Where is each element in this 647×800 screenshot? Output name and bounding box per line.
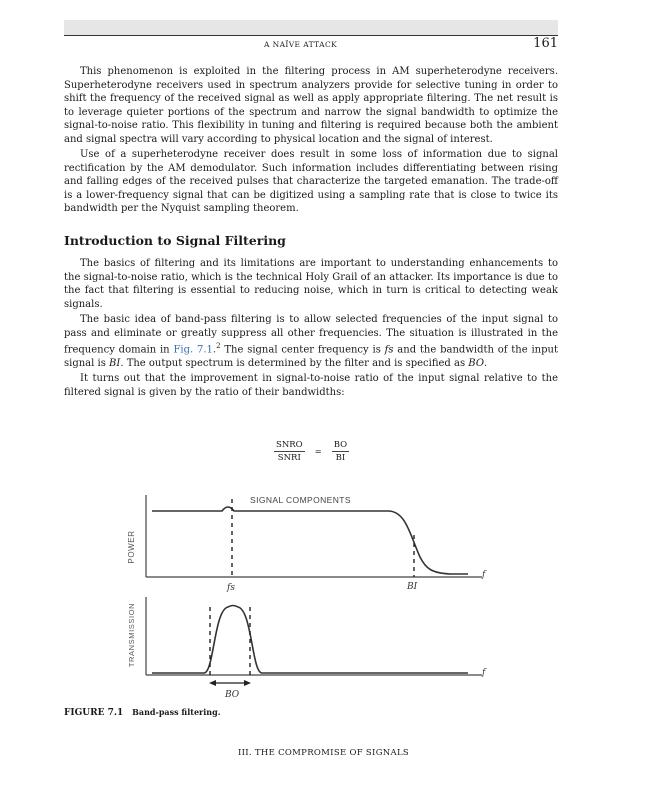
p4-text-e: . — [484, 357, 488, 369]
paragraph-3: The basics of filtering and its limitations are important to understanding enhancements to the signal-to-noise ratio, which is the technical Holy Grail of an attacker. Its importance is due to the fact that filtering is essential to reducing noise, which in turn is critical to detecting weak signals. — [64, 258, 558, 310]
caption-text: Band-pass filtering. — [132, 707, 221, 717]
p4-text-a: The basic idea of band-pass filtering is to allow selected frequencies of the input signal to pass and eliminate or greatly suppress all other frequencies. The situation is illustrated in the frequency domain in — [64, 314, 558, 356]
bi-label: BI — [407, 582, 418, 592]
header-rule — [64, 35, 558, 36]
figure-caption — [64, 707, 220, 718]
lhs-fraction — [274, 440, 305, 463]
lhs-denominator: SNRI — [277, 453, 301, 463]
bo-arrow-right — [244, 680, 251, 686]
figure-link[interactable]: Fig. 7.1 — [173, 344, 213, 356]
p4-bo: BO — [468, 357, 485, 369]
p4-fs: fs — [384, 344, 394, 356]
body-text — [64, 65, 558, 401]
running-head: A NAÏVE ATTACK — [264, 40, 338, 49]
p4-period: . — [212, 344, 217, 356]
paragraph-4 — [64, 313, 558, 370]
rhs-numerator: BO — [333, 440, 348, 450]
bo-label: BO — [225, 690, 240, 700]
band-pass-figure — [120, 485, 500, 705]
rhs-denominator: BI — [335, 453, 346, 463]
power-curve — [152, 507, 468, 574]
lhs-numerator: SNRO — [276, 440, 303, 450]
p4-text-c: and the bandwidth of the input signal is — [64, 344, 558, 369]
bo-arrow-left — [209, 680, 216, 686]
p4-text-b: The signal center frequency is — [220, 344, 385, 356]
power-axis-label: POWER — [127, 530, 136, 564]
equals-sign: = — [314, 446, 322, 457]
snr-equation — [274, 440, 349, 463]
footnote-ref[interactable]: 2 — [216, 342, 221, 350]
transmission-axis-label: TRANSMISSION — [127, 602, 136, 668]
paragraph-5: It turns out that the improvement in signal-to-noise ratio of the input signal relative to the filtered signal is given by the ratio of their bandwidths: — [64, 373, 558, 398]
fs-label: fs — [227, 583, 235, 593]
transmission-curve — [152, 606, 468, 674]
page-number: 161 — [533, 36, 558, 51]
section-heading: Introduction to Signal Filtering — [64, 232, 286, 248]
signal-components-label: SIGNAL COMPONENTS — [250, 495, 351, 505]
p4-bi: BI — [109, 357, 121, 369]
transmission-f-label: f — [482, 668, 486, 678]
paragraph-2: Use of a superheterodyne receiver does result in some loss of information due to signal rectification by the AM demodulator. Such information includes differentiating between rising and falling edges of the received pulses that characterize the targeted emanation. The trade-off is a lower-frequency signal that can be digitized using a sampling rate that is close to twice its bandwidth per the Nyquist sampling theorem. — [64, 149, 558, 214]
page-footer: III. THE COMPROMISE OF SIGNALS — [237, 748, 410, 758]
header-band — [64, 20, 558, 36]
figure-label: FIGURE 7.1 — [64, 708, 124, 718]
power-f-label: f — [482, 570, 486, 580]
paragraph-1: This phenomenon is exploited in the filtering process in AM superheterodyne receivers. Superheterodyne receivers used in spectrum analyzers provide for selective tuning in order to shift the frequency of the received signal as well as apply appropriate filtering. The net result is to leverage quieter portions of the spectrum and narrow the signal bandwidth to optimize the signal-to-noise ratio. This flexibility in tuning and filtering is required because both the ambient and signal spectra will vary according to physical location and the signal of interest. — [64, 66, 558, 145]
rhs-fraction — [332, 440, 349, 463]
p4-text-d: . The output spectrum is determined by the filter and is specified as — [120, 357, 469, 369]
